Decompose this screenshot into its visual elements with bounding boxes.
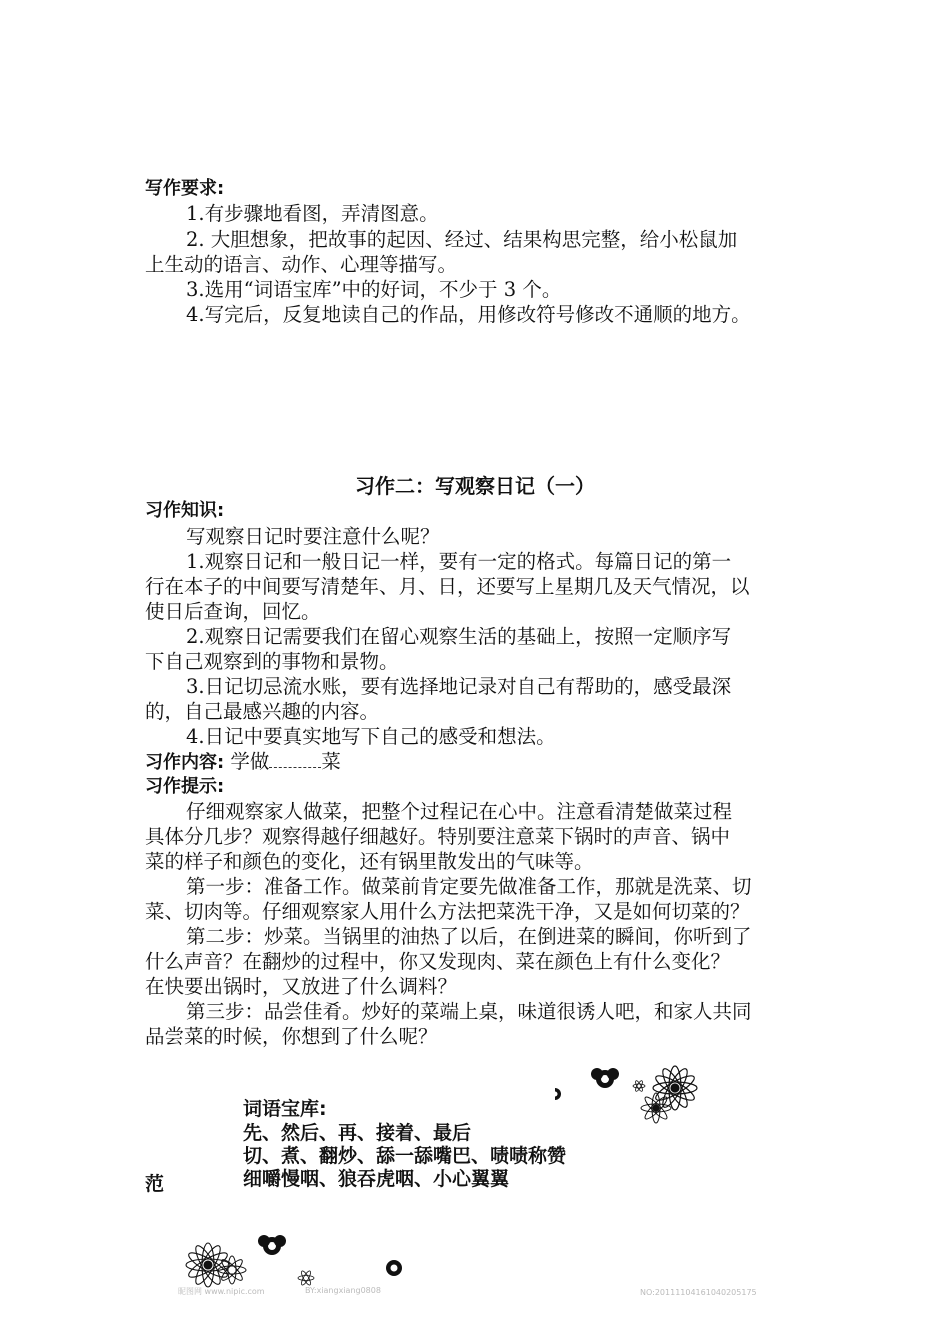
tips-heading: 习作提示: [145, 776, 225, 797]
flower-icon [555, 1088, 561, 1100]
tips-line: 菜的样子和颜色的变化，还有锅里散发出的气味等。 [145, 850, 594, 873]
knowledge-line: 4.日记中要真实地写下自己的感受和想法。 [186, 725, 556, 748]
knowledge-line: 3.日记切忌流水账，要有选择地记录对自己有帮助的，感受最深 [186, 675, 732, 698]
tips-line: 什么声音？在翻炒的过程中，你又发现肉、菜在颜色上有什么变化？ [145, 950, 731, 973]
content-heading: 习作内容: [145, 752, 225, 773]
knowledge-line: 1.观察日记和一般日记一样，要有一定的格式。每篇日记的第一 [186, 550, 732, 573]
fill-in-blank [269, 753, 321, 768]
requirements-heading: 写作要求: [145, 178, 225, 199]
knowledge-line: 行在本子的中间要写清楚年、月、日，还要写上星期几及天气情况，以 [145, 575, 750, 598]
knowledge-line: 2.观察日记需要我们在留心观察生活的基础上，按照一定顺序写 [186, 625, 732, 648]
flower-icon [298, 1270, 314, 1286]
content-text-after: 菜 [321, 750, 341, 773]
vocab-line: 细嚼慢咽、狼吞虎咽、小心翼翼 [243, 1168, 510, 1190]
watermark-left: 昵图网 www.nipic.com [178, 1287, 265, 1296]
content-text-before: 学做 [230, 750, 270, 773]
section-title: 习作二：写观察日记（一） [355, 474, 595, 498]
tips-line: 第一步：准备工作。做菜前肯定要先做准备工作，那就是洗菜、切 [186, 875, 752, 898]
tips-line: 仔细观察家人做菜，把整个过程记在心中。注意看清楚做菜过程 [186, 800, 733, 823]
tips-line: 菜、切肉等。仔细观察家人用什么方法把菜洗干净，又是如何切菜的？ [145, 900, 750, 923]
flower-icon [633, 1080, 645, 1092]
knowledge-heading: 习作知识: [145, 500, 225, 521]
watermark-right: NO:20111104161040205175 [640, 1288, 757, 1297]
fan-label: 范 [145, 1173, 165, 1195]
tips-line: 具体分几步？观察得越仔细越好。特别要注意菜下锅时的声音、锅中 [145, 825, 731, 848]
requirement-item: 2. 大胆想象，把故事的起因、经过、结果构思完整，给小松鼠加 [186, 228, 738, 251]
tips-line: 在快要出锅时，又放进了什么调料？ [145, 975, 458, 998]
watermark-mid: BY:xiangxiang0808 [305, 1286, 381, 1295]
knowledge-line: 使日后查询，回忆。 [145, 600, 321, 623]
tips-line: 第三步：品尝佳肴。炒好的菜端上桌，味道很诱人吧，和家人共同 [186, 1000, 752, 1023]
knowledge-line: 写观察日记时要注意什么呢？ [186, 525, 440, 548]
flower-icon [591, 1068, 619, 1088]
tips-line: 第二步：炒菜。当锅里的油热了以后，在倒进菜的瞬间，你听到了 [186, 925, 752, 948]
content-line [145, 749, 825, 775]
knowledge-line: 下自己观察到的事物和景物。 [145, 650, 399, 673]
vocab-heading: 词语宝库: [243, 1098, 327, 1120]
requirement-item: 上生动的语言、动作、心理等描写。 [145, 253, 458, 276]
flower-icon [386, 1260, 402, 1276]
requirement-item: 3.选用“词语宝库”中的好词，不少于 3 个。 [186, 278, 562, 301]
knowledge-line: 的，自己最感兴趣的内容。 [145, 700, 380, 723]
vocab-line: 切、煮、翻炒、舔一舔嘴巴、啧啧称赞 [243, 1145, 567, 1167]
tips-line: 品尝菜的时候，你想到了什么呢？ [145, 1025, 438, 1048]
flower-icon [258, 1235, 286, 1255]
flower-decoration-top [555, 1060, 720, 1130]
requirement-item: 4.写完后，反复地读自己的作品，用修改符号修改不通顺的地方。 [186, 303, 751, 326]
requirement-item: 1.有步骤地看图，弄清图意。 [186, 202, 439, 225]
vocab-line: 先、然后、再、接着、最后 [243, 1122, 472, 1144]
